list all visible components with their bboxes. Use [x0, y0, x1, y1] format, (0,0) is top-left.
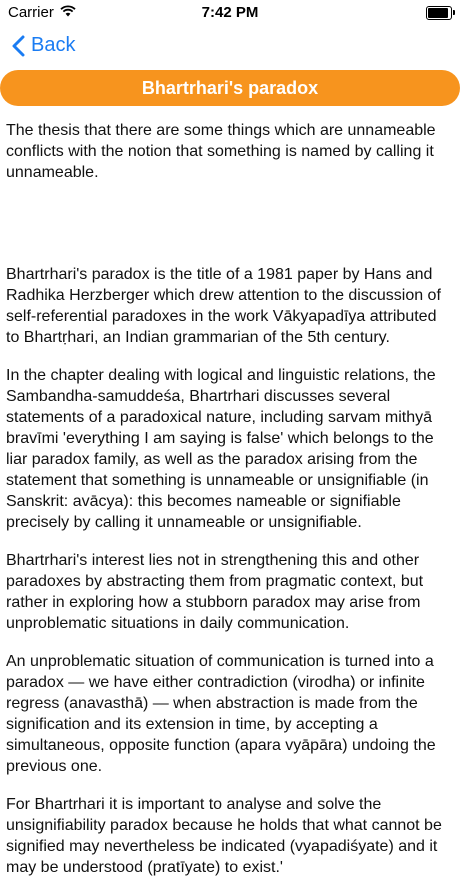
- chevron-left-icon: [12, 35, 25, 57]
- article-title-bar: [0, 70, 460, 106]
- article-intro: The thesis that there are some things which are unnameable conflicts with the notion that something is named by calling it unnameable.: [6, 122, 436, 181]
- spacer: [6, 200, 454, 264]
- article-paragraph: In the chapter dealing with logical and linguistic relations, the Sambandha-samuddeśa, Bhartrhari discusses several statements of a paradoxical nature, including sarvam mithyā bravīmi 'everything I am saying is false' which belongs to the liar paradox family, as well as the paradox arising from the statement that something is unnameable or unsignifiable (in Sanskrit: avācya): this becomes nameable or signifiable precisely by calling it unnameable or unsignifiable.: [6, 367, 436, 531]
- status-time: 7:42 PM: [201, 4, 259, 21]
- article-title: Bhartrhari's paradox: [141, 77, 319, 98]
- battery-icon: [426, 6, 452, 20]
- article-paragraph: For Bhartrhari it is important to analyse and solve the unsignifiability paradox because he holds that what cannot be signified may nevertheless be indicated (vyapadiśyate) and it may be understood (pratīyate) to exist.': [6, 796, 442, 876]
- back-button[interactable]: [12, 34, 75, 57]
- article-paragraph: Bhartrhari's interest lies not in strengthening this and other paradoxes by abstracting them from pragmatic context, but rather in exploring how a stubborn paradox may arise from unproblematic situations in daily communication.: [6, 552, 424, 632]
- carrier-label: Carrier: [8, 4, 54, 21]
- article-paragraph: Bhartrhari's paradox is the title of a 1981 paper by Hans and Radhika Herzberger which drew attention to the discussion of self-referential paradoxes in the work Vākyapadīya attributed to Bhartṛhari, an Indian grammarian of the 5th century.: [6, 266, 441, 346]
- back-label: Back: [31, 34, 76, 56]
- article-body: [6, 120, 454, 895]
- status-bar: [0, 0, 460, 26]
- article-paragraph: An unproblematic situation of communication is turned into a paradox — we have either contradiction (virodha) or infinite regress (anavasthā) — when abstraction is made from the signification and its extension in time, by accepting a simultaneous, opposite function (apara vyāpāra) undoing the previous one.: [6, 653, 436, 775]
